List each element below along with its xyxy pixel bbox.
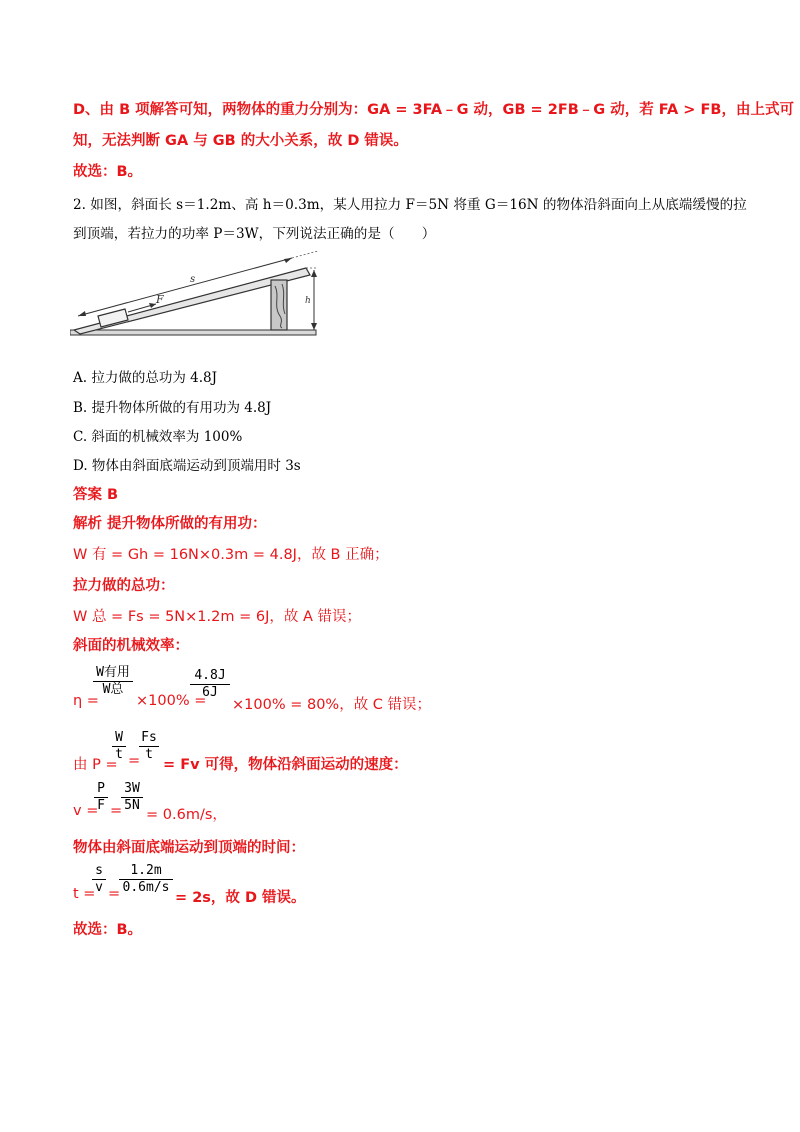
efficiency-fraction-1 xyxy=(93,665,133,698)
option-d: D. 物体由斜面底端运动到顶端用时 3s xyxy=(73,458,301,474)
frac-numerator: s xyxy=(95,863,103,878)
height-label: h xyxy=(305,296,311,306)
prev-solution-line1: D、由 B 项解答可知，两物体的重力分别为：GA = 3FA﹣G 动，GB = 2FB﹣G 动，若 FA > FB，由上式可 xyxy=(73,102,794,118)
power-eq: = xyxy=(128,753,141,769)
final-choice: 故选：B。 xyxy=(73,922,143,938)
frac-denominator: F xyxy=(97,798,105,813)
frac-numerator: W有用 xyxy=(96,665,130,680)
power-fraction-2 xyxy=(139,730,159,763)
efficiency-lhs: η = xyxy=(73,693,99,709)
frac-denominator: 5N xyxy=(124,798,140,813)
answer-label: 答案 B xyxy=(73,487,119,503)
prev-choice: 故选：B。 xyxy=(73,164,143,180)
frac-denominator: 0.6m/s xyxy=(122,880,170,895)
frac-denominator: W总 xyxy=(102,682,124,697)
total-work-title: 拉力做的总功： xyxy=(73,578,175,594)
force-label: F xyxy=(156,293,164,306)
speed-fraction-1 xyxy=(94,781,108,814)
analysis-title: 解析 提升物体所做的有用功： xyxy=(73,516,267,532)
efficiency-rhs: ×100% = 80%，故 C 错误； xyxy=(232,697,432,713)
option-c: C. 斜面的机械效率为 100% xyxy=(73,429,243,445)
incline-figure xyxy=(70,248,330,348)
useful-work: W 有 = Gh = 16N×0.3m = 4.8J，故 B 正确； xyxy=(73,547,389,563)
efficiency-title: 斜面的机械效率： xyxy=(73,638,189,654)
frac-numerator: W xyxy=(115,730,123,745)
prev-solution-line2: 知，无法判断 GA 与 GB 的大小关系，故 D 错误。 xyxy=(73,133,408,149)
speed-fraction-2 xyxy=(121,781,143,814)
power-rhs: = Fv 可得，物体沿斜面运动的速度： xyxy=(163,757,408,773)
time-fraction-1 xyxy=(92,863,106,896)
time-lhs: t = xyxy=(73,886,96,902)
option-a: A. 拉力做的总功为 4.8J xyxy=(73,370,218,386)
power-fraction-1 xyxy=(112,730,126,763)
frac-numerator: 1.2m xyxy=(130,863,162,878)
length-label: s xyxy=(190,274,196,285)
frac-denominator: v xyxy=(95,880,103,895)
frac-numerator: 4.8J xyxy=(194,668,226,683)
option-b: B. 提升物体所做的有用功为 4.8J xyxy=(73,400,272,416)
question-line2: 到顶端，若拉力的功率 P＝3W，下列说法正确的是（ ） xyxy=(73,226,436,242)
efficiency-mid: ×100% = xyxy=(136,693,207,709)
speed-eq: = xyxy=(110,803,123,819)
frac-denominator: t xyxy=(145,747,153,762)
time-eq: = xyxy=(108,886,121,902)
frac-denominator: 6J xyxy=(202,685,218,700)
time-rhs: = 2s，故 D 错误。 xyxy=(175,890,306,906)
speed-rhs: = 0.6m/s， xyxy=(146,807,227,823)
efficiency-fraction-2 xyxy=(190,668,230,701)
time-title: 物体由斜面底端运动到顶端的时间： xyxy=(73,840,305,856)
question-line1: 2. 如图，斜面长 s＝1.2m、高 h＝0.3m，某人用拉力 F＝5N 将重 G＝16N 的物体沿斜面向上从底端缓慢的拉 xyxy=(73,197,747,213)
frac-numerator: Fs xyxy=(141,730,157,745)
time-fraction-2 xyxy=(119,863,173,896)
frac-denominator: t xyxy=(115,747,123,762)
frac-numerator: 3W xyxy=(124,781,140,796)
total-work: W 总 = Fs = 5N×1.2m = 6J，故 A 错误； xyxy=(73,609,361,625)
power-lhs: 由 P = xyxy=(73,757,118,773)
speed-lhs: v = xyxy=(73,803,99,819)
frac-numerator: P xyxy=(97,781,105,796)
